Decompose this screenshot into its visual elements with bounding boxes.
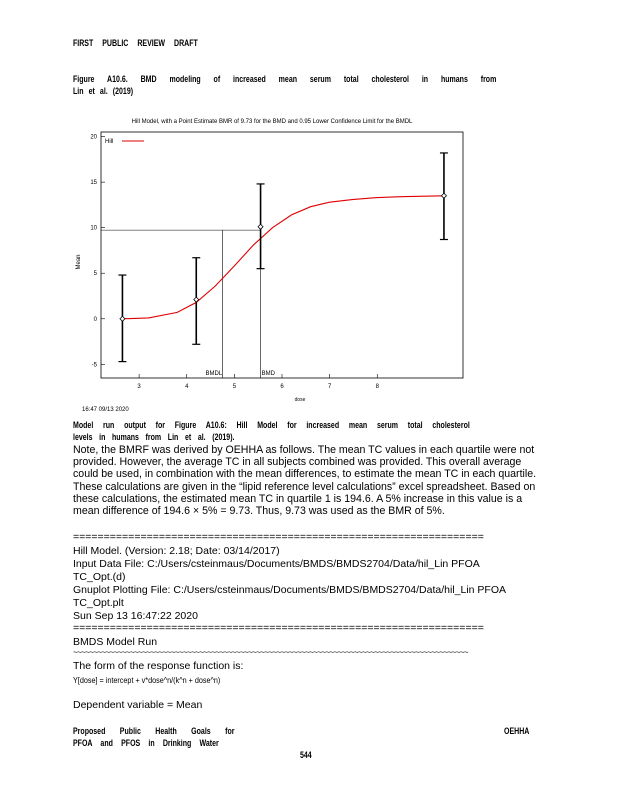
run-date: Sun Sep 13 16:47:22 2020 [73,610,198,622]
rule-tilde: ~~~~~~~~~~~~~~~~~~~~~~~~~~~~~~~~~~~~~~~~~~~~~~~~~~~~~~~~~~~~~~~~~~~~~~~~~~~~~~~~~~~~~~~~~~~~~~~~~ [73,648,468,657]
legend-label: Hill [105,139,114,145]
chart-title: Hill Model, with a Point Estimate BMR of 9.73 for the BMD and 0.95 Lower Confidence Limit for the BMDL [131,119,413,125]
observed-mean-point [441,193,446,198]
plot-file-cont: TC_Opt.plt [73,597,124,609]
observed-mean-point [120,316,125,321]
dependent-variable: Dependent variable = Mean [73,699,203,711]
bmdl-label: BMDL [205,371,223,377]
note-paragraph: Note, the BMRF was derived by OEHHA as follows. The mean TC values in each quartile were not provided. However, the average TC in all subjects combined was provided. This overall average could be used, in combination with the mean differences, to estimate the mean TC in each quartile. These calculations are given in the “lipid reference level calculations” excel spreadsheet. Based on these calculations, the estimated mean TC in quartile 1 is 194.6. A 5% increase in this value is a mean difference of 194.6 × 5% = 9.73. Thus, 9.73 was used as the BMR of 5%. [73,444,537,518]
y-tick-label: 0 [93,316,97,323]
chart-timestamp: 16:47 09/13 2020 [82,407,129,412]
y-tick-label: -5 [91,362,97,369]
y-tick-label: 10 [90,225,97,232]
y-tick-label: 20 [90,134,97,141]
hill-model-chart [72,112,472,412]
y-tick-label: 15 [90,180,97,187]
x-tick-label: 3 [137,384,141,390]
hill-fit-curve [122,196,444,319]
footer-title: Proposed Public Health Goals for [73,726,235,736]
bmd-label: BMD [261,371,275,377]
caption-cont: levels in humans from Lin et al. (2019). [73,432,235,442]
plot-frame [101,132,463,378]
figure-title-cont: Lin et al. (2019) [73,86,134,96]
figure-title: Figure A10.6. BMD modeling of increased mean serum total cholesterol in humans from [73,74,497,84]
input-file: Input Data File: C:/Users/csteinmaus/Documents/BMDS/BMDS2704/Data/hil_Lin PFOA [73,558,480,570]
observed-mean-point [258,224,263,229]
rule-double: =================================================================== [73,531,484,543]
page-header: FIRST PUBLIC REVIEW DRAFT [73,38,198,48]
x-tick-label: 4 [185,384,189,390]
footer-org: OEHHA [504,726,530,736]
input-file-cont: TC_Opt.(d) [73,571,126,583]
x-tick-label: 5 [232,384,237,390]
formula: Y[dose] = intercept + v*dose^n/(k^n + dose^n) [73,675,221,685]
run-heading: BMDS Model Run [73,636,158,648]
page-number: 544 [300,750,312,760]
x-tick-label: 6 [280,384,284,390]
y-tick-label: 5 [93,271,97,278]
plot-file: Gnuplot Plotting File: C:/Users/csteinmaus/Documents/BMDS/BMDS2704/Data/hil_Lin PFOA [73,584,507,596]
footer-title-cont: PFOA and PFOS in Drinking Water [73,738,219,748]
rule-double-2: =================================================================== [73,622,484,634]
x-axis-label: dose [294,397,306,403]
x-tick-label: 8 [375,384,379,390]
caption: Model run output for Figure A10.6: Hill Model for increased mean serum total cholesterol [73,420,470,430]
model-version: Hill Model. (Version: 2.18; Date: 03/14/2017) [73,545,280,557]
form-heading: The form of the response function is: [73,660,244,672]
y-axis-label: Mean [76,254,82,270]
x-tick-label: 7 [327,384,332,390]
